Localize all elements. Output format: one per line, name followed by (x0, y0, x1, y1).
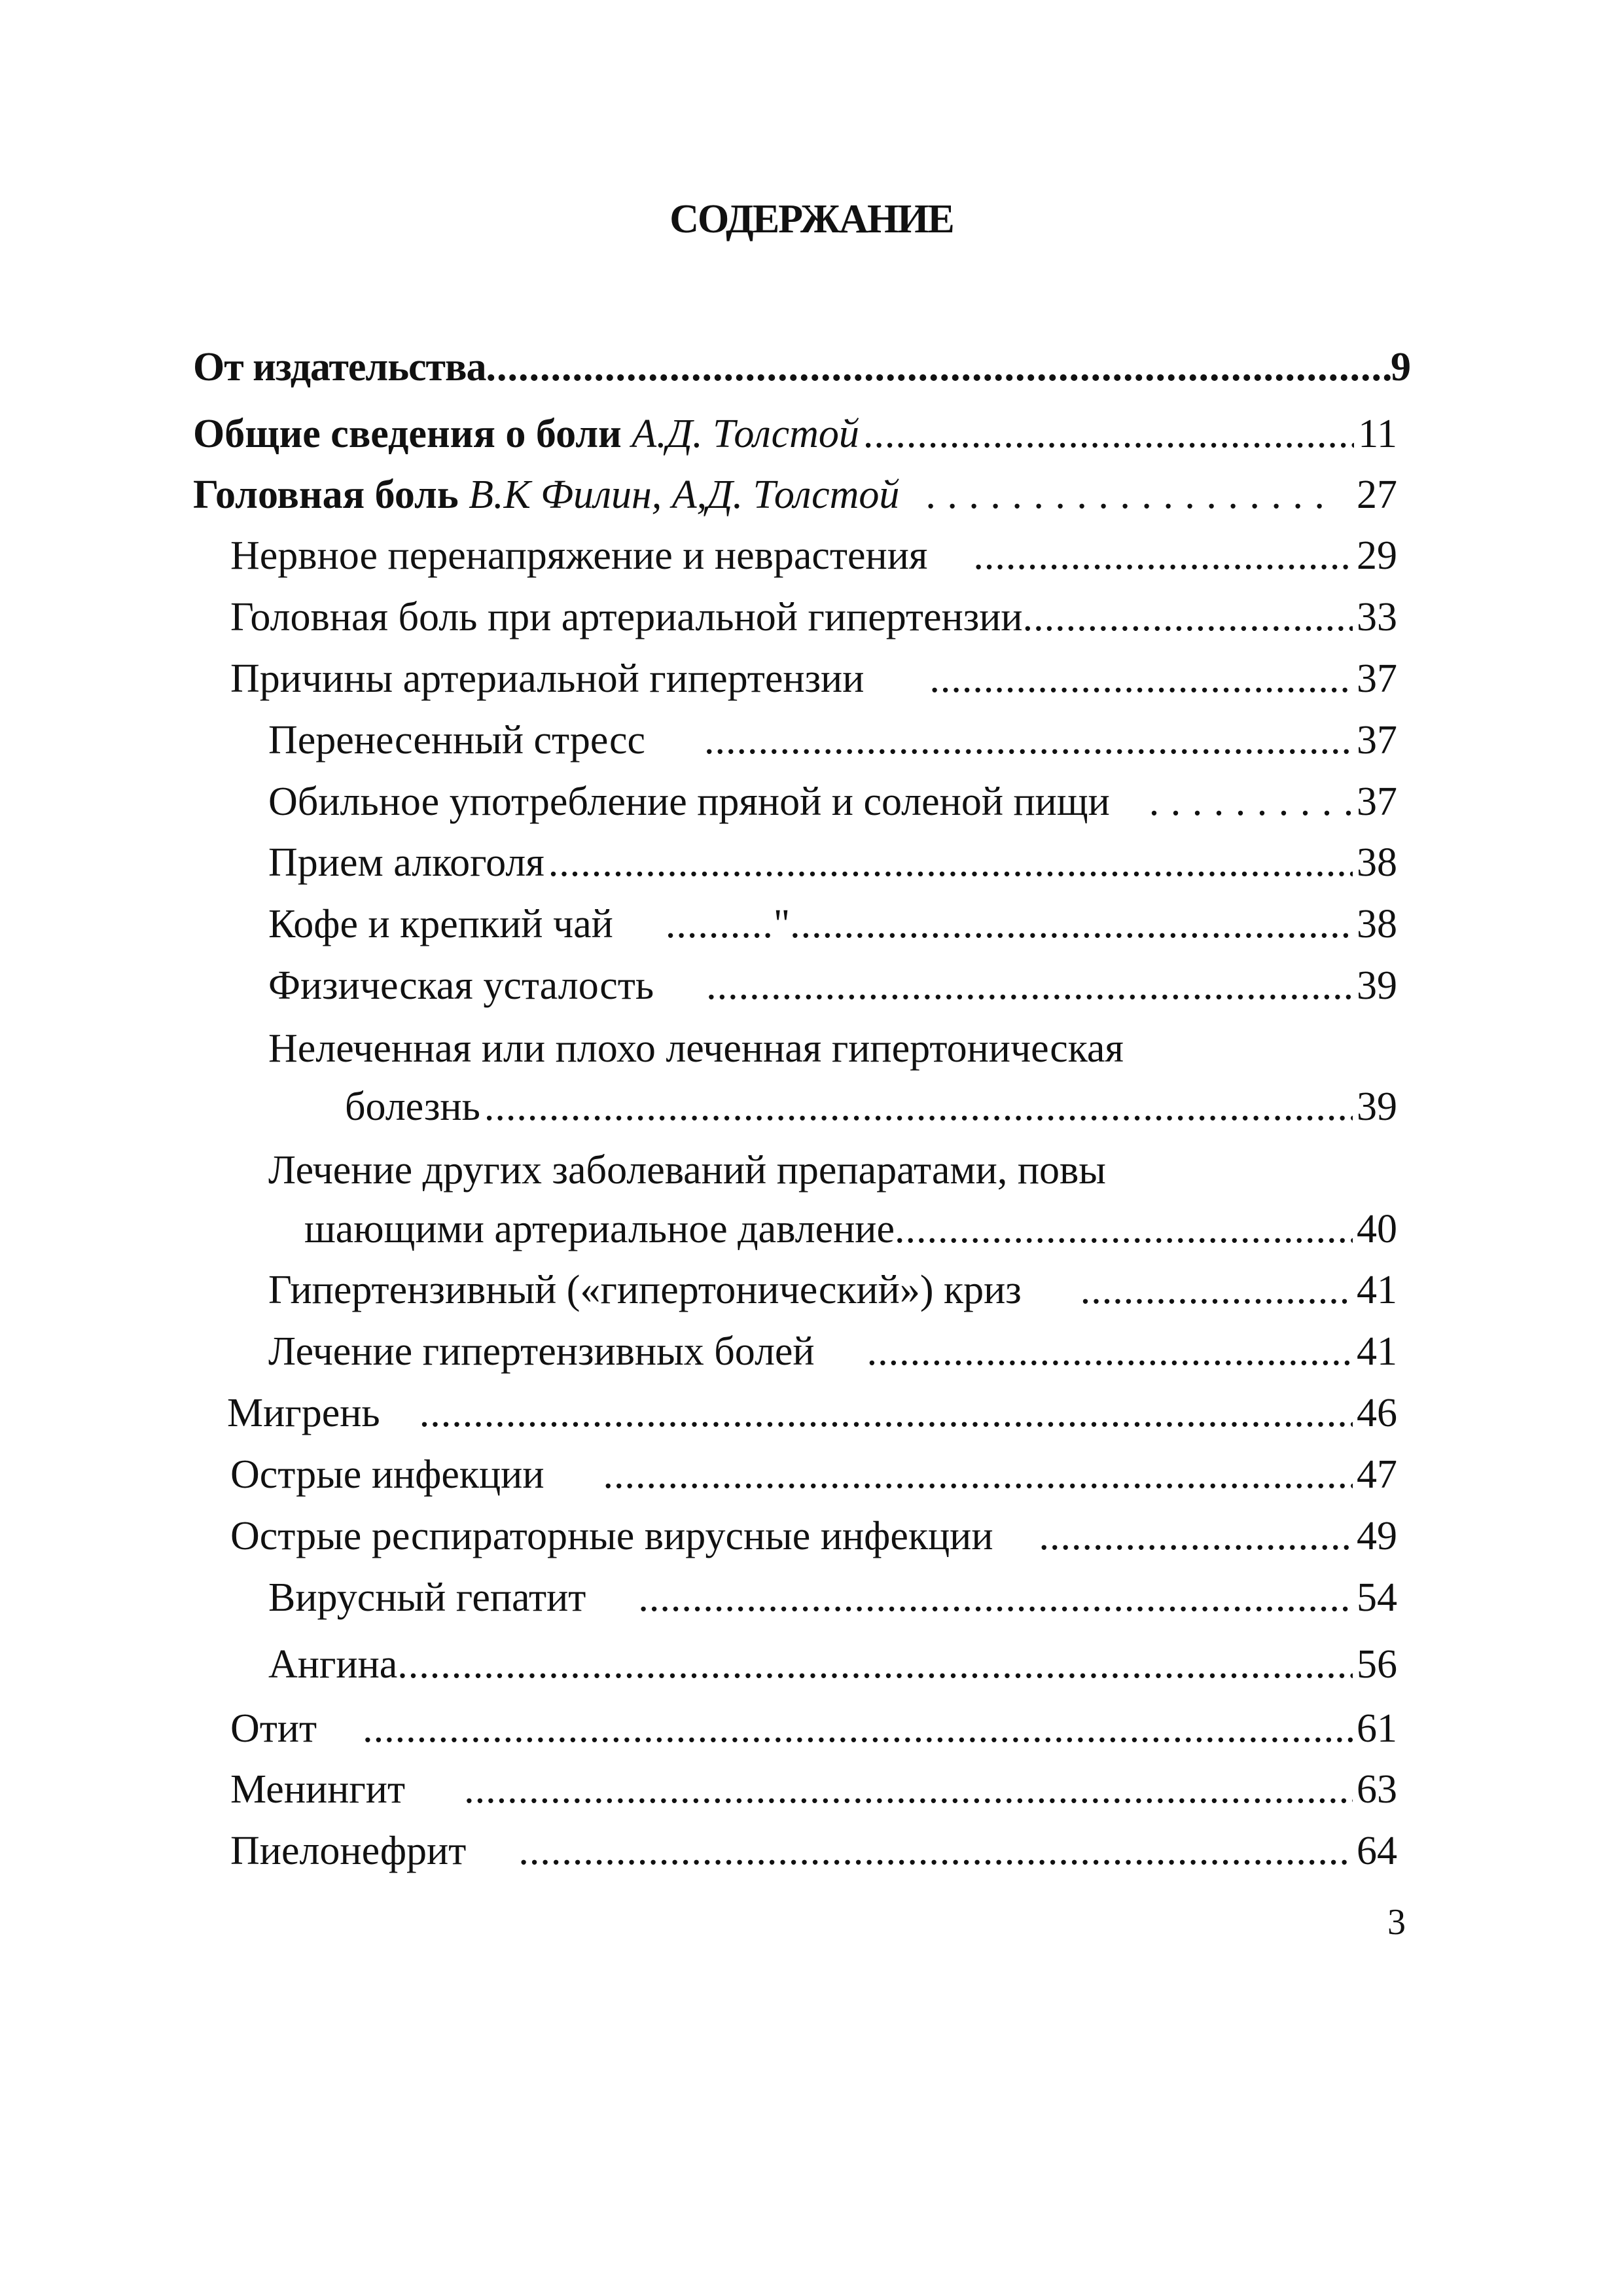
toc-entry (268, 1577, 1397, 1618)
toc-page-number: 39 (1357, 963, 1397, 1008)
dot-leader (518, 1831, 1353, 1871)
toc-entry-title: Головная боль (193, 473, 459, 517)
toc-entry-title: Общие сведения о боли (193, 412, 622, 456)
toc-entry-title: Головная боль при артериальной гипертензии (230, 595, 1023, 639)
toc-page-number: 27 (1357, 473, 1397, 517)
toc-page-number: 61 (1357, 1706, 1397, 1751)
toc-entry-title: Кофе и крепкий чай (268, 902, 613, 946)
toc-entry-title: Острые инфекции (230, 1452, 544, 1497)
toc-entry (230, 597, 1397, 637)
toc-entry-heading (193, 414, 859, 454)
dot-leader (863, 414, 1354, 454)
toc-entry-continuation: шающими артериальное давление (304, 1207, 895, 1251)
toc-entry (230, 1516, 1397, 1556)
toc-entry-title: Мигрень (227, 1391, 380, 1435)
toc-page-number: 37 (1357, 718, 1397, 762)
toc-entry (345, 1086, 1397, 1127)
toc-page-number: 11 (1358, 412, 1397, 456)
toc-page-number: 33 (1357, 595, 1397, 639)
toc-entry-heading (193, 475, 899, 515)
dot-leader (973, 535, 1353, 576)
dot-leader (895, 1209, 1353, 1249)
toc-page-number: 41 (1357, 1268, 1397, 1312)
toc-entry-title: Пиелонефрит (230, 1829, 467, 1873)
toc-entry (227, 1393, 1397, 1433)
dot-leader (1080, 1270, 1353, 1310)
toc-entry (268, 965, 1397, 1006)
toc-page-number: 49 (1357, 1514, 1397, 1558)
toc-page-number: 37 (1357, 656, 1397, 701)
dot-leader (867, 1331, 1353, 1372)
toc-entry-title: Прием алкоголя (268, 840, 544, 885)
toc-entry-author: В.К Филин, А,Д. Толстой (469, 473, 900, 517)
toc-entry-title: Обильное употребление пряной и соленой пищи (268, 780, 1110, 824)
toc-entry-title: Лечение других заболеваний препаратами, повы (268, 1148, 1106, 1193)
toc-page-number: 38 (1357, 840, 1397, 885)
dot-leader (790, 904, 1353, 944)
toc-entry (230, 658, 1397, 699)
toc-page-number: 38 (1357, 902, 1397, 946)
toc-entry (268, 720, 1397, 761)
toc-page-number: 9 (1391, 345, 1410, 389)
toc-entry (230, 1454, 1397, 1495)
toc-entry (193, 414, 1397, 454)
dot-leader (925, 475, 1337, 515)
toc-entry-title: Гипертензивный («гипертонический») криз (268, 1268, 1022, 1312)
dot-leader (464, 1769, 1353, 1810)
toc-entry (268, 1270, 1397, 1310)
dot-leader (419, 1393, 1353, 1433)
toc-entry-title: Менингит (230, 1767, 406, 1812)
toc-entry (268, 781, 1397, 822)
dot-leader (929, 658, 1353, 699)
toc-entry-title: Отит (230, 1706, 317, 1751)
toc-page-number: 37 (1357, 780, 1397, 824)
dot-leader (484, 1086, 1353, 1127)
toc-entry (230, 1769, 1397, 1810)
toc-entry (268, 904, 1397, 944)
toc-entry-title: От издательства (193, 345, 486, 389)
dot-leader (603, 1454, 1353, 1495)
toc-entry-title: Ангина (268, 1642, 398, 1687)
toc-entry-title: Лечение гипертензивных болей (268, 1329, 815, 1374)
toc-entry (193, 475, 1397, 515)
dot-leader (1023, 597, 1353, 637)
dot-leader (397, 1644, 1353, 1685)
toc-entry (230, 1708, 1397, 1749)
toc-page-number: 46 (1357, 1391, 1397, 1435)
toc-entry-title: Перенесенный стресс (268, 718, 646, 762)
page-title: СОДЕРЖАНИЕ (669, 197, 954, 242)
toc-entry-author: А.Д. Толстой (632, 412, 859, 456)
dot-leader: .......... (665, 902, 774, 946)
dot-leader (486, 347, 1391, 387)
toc-page-number: 40 (1357, 1207, 1397, 1251)
toc-entry-title: Нервное перенапряжение и неврастения (230, 533, 928, 578)
toc-entry (268, 1331, 1397, 1372)
toc-entry (230, 1831, 1397, 1871)
toc-page-number: 63 (1357, 1767, 1397, 1812)
toc-page-number: 39 (1357, 1085, 1397, 1129)
toc-entry-title: Острые респираторные вирусные инфекции (230, 1514, 993, 1558)
toc-page-number: 64 (1357, 1829, 1397, 1873)
toc-page-number: 54 (1357, 1575, 1397, 1620)
dot-leader (1039, 1516, 1353, 1556)
toc-page-number: 56 (1357, 1642, 1397, 1687)
dot-leader (706, 965, 1353, 1006)
toc-entry (268, 1644, 1397, 1685)
toc-entry-title: Нелеченная или плохо леченная гипертоническая (268, 1026, 1124, 1071)
toc-entry (304, 1209, 1397, 1249)
toc-entry (193, 347, 1410, 387)
toc-entry-continuation: болезнь (345, 1085, 480, 1129)
toc-entry-title: Вирусный гепатит (268, 1575, 586, 1620)
dot-leader (704, 720, 1353, 761)
dot-leader (363, 1708, 1353, 1749)
dot-leader (638, 1577, 1353, 1618)
toc-entry-title: Физическая усталость (268, 963, 654, 1008)
stray-mark: " (773, 902, 791, 946)
dot-leader (548, 842, 1353, 883)
toc-page-number: 41 (1357, 1329, 1397, 1374)
toc-entry (268, 842, 1397, 883)
toc-entry-title: Причины артериальной гипертензии (230, 656, 865, 701)
toc-entry (230, 535, 1397, 576)
dot-leader (1149, 781, 1353, 822)
toc-page-number: 29 (1357, 533, 1397, 578)
toc-page-number: 47 (1357, 1452, 1397, 1497)
page-number-folio: 3 (1387, 1902, 1406, 1943)
